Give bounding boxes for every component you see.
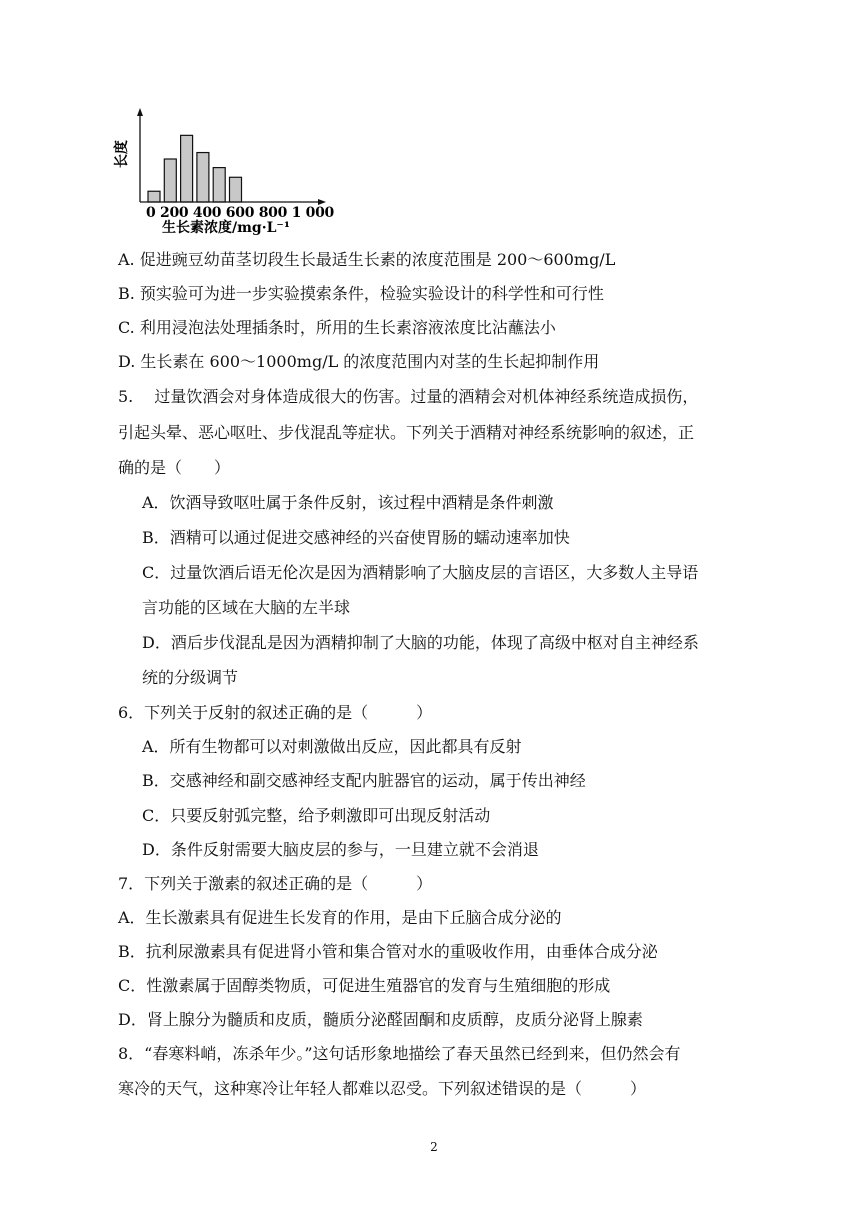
text-line-q5l3: 确的是（ ） [118,458,231,477]
text-line-q5c1: C．过量饮酒后语无伦次是因为酒精影响了大脑皮层的言语区，大多数人主导语 [142,563,699,582]
text-line-q5b: B．酒精可以通过促进交感神经的兴奋使胃肠的蠕动速率加快 [142,528,570,547]
text-line-q7b: B．抗利尿激素具有促进肾小管和集合管对水的重吸收作用，由垂体合成分泌 [118,942,658,961]
text-line-q4a: A. 促进豌豆幼苗茎切段生长最适生长素的浓度范围是 200～600mg/L [118,250,616,269]
bar-600 [197,153,209,202]
text-line-q5a: A．饮酒导致呕吐属于条件反射，该过程中酒精是条件刺激 [142,493,554,512]
x-axis-label: 生长素浓度/mg·L⁻¹ [162,220,290,236]
text-line-q6b: B．交感神经和副交感神经支配内脏器官的运动，属于传出神经 [142,771,586,790]
text-line-q6: 6．下列关于反射的叙述正确的是（ ） [118,703,433,722]
text-line-q6d: D．条件反射需要大脑皮层的参与，一旦建立就不会消退 [142,840,539,859]
chart-bars [148,135,242,202]
text-line-q5l1: 5. 过量饮酒会对身体造成很大的伤害。过量的酒精会对机体神经系统造成损伤， [118,387,699,406]
text-line-q8l1: 8．“春寒料峭，冻杀年少。”这句话形象地描绘了春天虽然已经到来，但仍然会有 [118,1044,681,1063]
text-line-q5l2: 引起头晕、恶心呕吐、步伐混乱等症状。下列关于酒精对神经系统影响的叙述，正 [118,423,695,442]
text-line-q7a: A．生长激素具有促进生长发育的作用，是由下丘脑合成分泌的 [118,908,562,927]
text-line-q7c: C．性激素属于固醇类物质，可促进生殖器官的发育与生殖细胞的形成 [118,976,611,995]
text-line-q4c: C. 利用浸泡法处理插条时，所用的生长素溶液浓度比沾蘸法小 [118,318,556,337]
bar-200 [164,159,176,202]
text-line-q5d2: 统的分级调节 [142,668,239,687]
bar-1000 [230,177,242,202]
text-line-q4b: B. 预实验可为进一步实验摸索条件，检验实验设计的科学性和可行性 [118,284,604,303]
y-axis-label: 长度 [114,140,130,168]
page-number: 2 [430,1140,438,1154]
x-tick-labels: 0 200 400 600 800 1 000 [146,205,334,221]
text-line-q7d: D．肾上腺分为髓质和皮质，髓质分泌醛固酮和皮质醇，皮质分泌肾上腺素 [118,1010,643,1029]
text-line-q4d: D. 生长素在 600～1000mg/L 的浓度范围内对茎的生长起抑制作用 [118,352,600,371]
text-line-q7: 7．下列关于激素的叙述正确的是（ ） [118,874,433,893]
bar-400 [181,135,193,202]
bar-800 [213,168,225,202]
y-axis-arrow [137,108,143,116]
growth-hormone-bar-chart [116,106,346,234]
text-line-q5d1: D．酒后步伐混乱是因为酒精抑制了大脑的功能，体现了高级中枢对自主神经系 [142,633,699,652]
text-line-q8l2: 寒冷的天气，这种寒冷让年轻人都难以忍受。下列叙述错误的是（ ） [118,1079,647,1098]
text-line-q5c2: 言功能的区域在大脑的左半球 [142,598,351,617]
bar-0 [148,191,160,202]
text-line-q6a: A．所有生物都可以对刺激做出反应，因此都具有反射 [142,737,522,756]
text-line-q6c: C．只要反射弧完整，给予刺激即可出现反射活动 [142,806,491,825]
